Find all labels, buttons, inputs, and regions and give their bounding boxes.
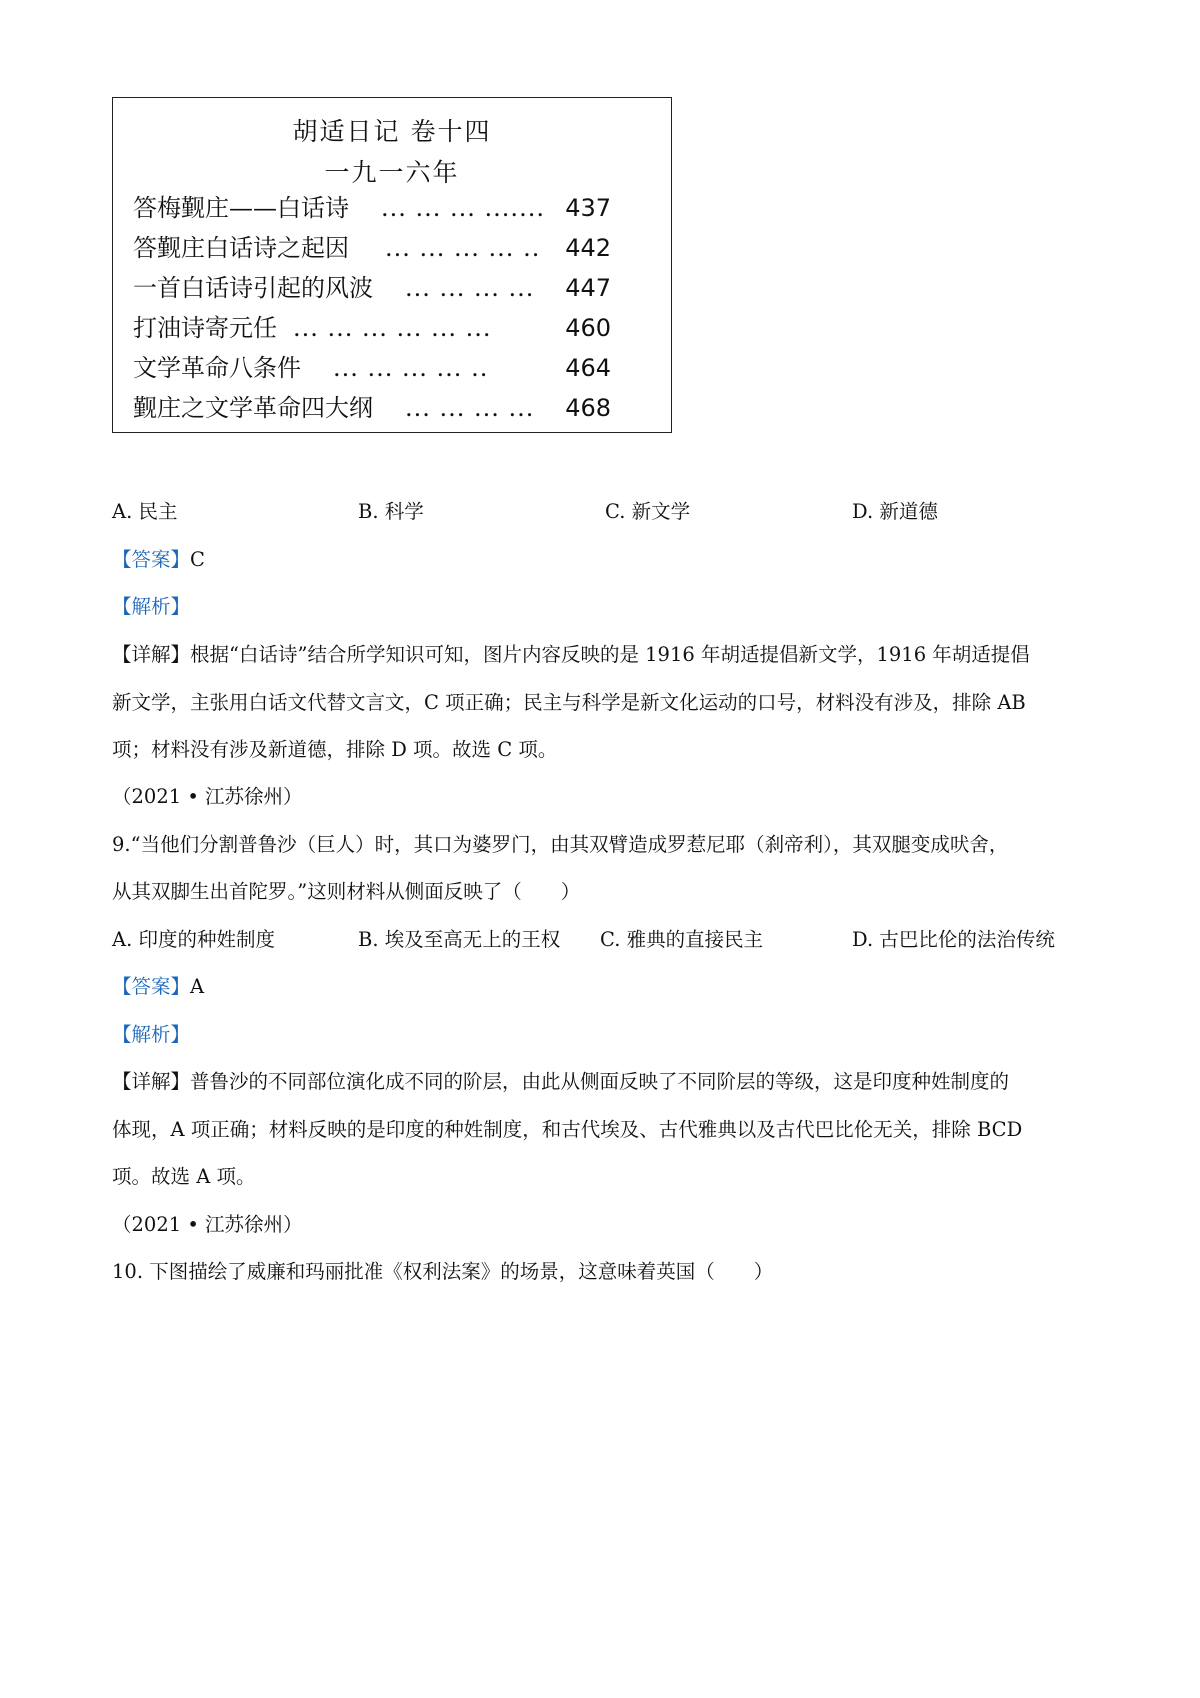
toc-entry [133, 188, 611, 228]
detail-tag: 【详解】 [112, 643, 191, 666]
q8-analysis [112, 592, 190, 622]
detail-text: 普鲁沙的不同部位演化成不同的阶层，由此从侧面反映了不同阶层的等级，这是印度种姓制度的 [190, 1070, 1010, 1093]
diary-year: 一九一六年 [324, 158, 460, 187]
toc-entry-page: 442 [565, 234, 611, 262]
q8-option-c: C. 新文学 [605, 500, 691, 523]
toc-entry-page: 460 [565, 314, 611, 342]
toc-entry [133, 268, 611, 308]
diary-contents-image [112, 97, 672, 433]
q8-answer [112, 545, 205, 575]
q8-option-b: B. 科学 [358, 500, 424, 523]
toc-entry-page: 464 [565, 354, 611, 382]
q9-stem-line: 从其双脚生出首陀罗。”这则材料从侧面反映了（ ） [112, 880, 581, 903]
q10-stem: 10. 下图描绘了威廉和玛丽批准《权利法案》的场景，这意味着英国（ ） [112, 1260, 774, 1283]
toc-entry-title: 打油诗寄元任 [133, 314, 277, 342]
answer-tag: 【答案】 [112, 975, 191, 998]
toc-entry-page: 447 [565, 274, 611, 302]
detail-tag: 【详解】 [112, 1070, 191, 1093]
q9-source: （2021 • 江苏徐州） [112, 1213, 303, 1236]
q9-detail-line: 项。故选 A 项。 [112, 1165, 256, 1188]
q9-answer [112, 972, 204, 1002]
q9-detail-line: 体现，A 项正确；材料反映的是印度的种姓制度，和古代埃及、古代雅典以及古代巴比伦无关，排除 BCD [112, 1118, 1023, 1141]
answer-value: C [190, 548, 205, 571]
toc-entry-title: 觐庄之文学革命四大纲 [133, 394, 373, 422]
toc-entry-leader: ... ... ... ....... [381, 194, 545, 222]
q9-option-c: C. 雅典的直接民主 [600, 928, 764, 951]
toc-entry-leader: ... ... ... ... [405, 274, 535, 302]
detail-text: 根据“白话诗”结合所学知识可知，图片内容反映的是 1916 年胡适提倡新文学，1916 年胡适提倡 [190, 643, 1030, 666]
toc-entry-leader: ... ... ... ... [405, 394, 535, 422]
toc-entry-title: 文学革命八条件 [133, 354, 301, 382]
toc-entry-page: 468 [565, 394, 611, 422]
q9-stem-line: 9.“当他们分割普鲁沙（巨人）时，其口为婆罗门，由其双臂造成罗惹尼耶（刹帝利），其双腿变成吠舍， [112, 833, 1009, 856]
answer-tag: 【答案】 [112, 548, 191, 571]
toc-entry-leader: ... ... ... ... .. [385, 234, 541, 262]
q9-option-a: A. 印度的种姓制度 [112, 928, 275, 951]
toc-entry [133, 348, 611, 388]
q9-option-d: D. 古巴比伦的法治传统 [852, 928, 1055, 951]
q8-detail-line [112, 640, 1030, 670]
q8-option-d: D. 新道德 [852, 500, 938, 523]
diary-title: 胡适日记 卷十四 [292, 117, 492, 146]
toc-entry [133, 228, 611, 268]
q9-option-b: B. 埃及至高无上的王权 [358, 928, 561, 951]
analysis-tag: 【解析】 [112, 1023, 191, 1046]
toc-entry [133, 308, 611, 348]
q8-detail-line: 新文学，主张用白话文代替文言文，C 项正确；民主与科学是新文化运动的口号，材料没有涉及，排除 AB [112, 691, 1026, 714]
answer-value: A [190, 975, 205, 998]
q9-analysis [112, 1020, 190, 1050]
q8-detail-line: 项；材料没有涉及新道德，排除 D 项。故选 C 项。 [112, 738, 558, 761]
analysis-tag: 【解析】 [112, 595, 191, 618]
toc-entry-title: 一首白话诗引起的风波 [133, 274, 373, 302]
q8-source: （2021 • 江苏徐州） [112, 785, 303, 808]
toc-entry-page: 437 [565, 194, 611, 222]
toc-entry-leader: ... ... ... ... .. [333, 354, 489, 382]
toc-entry [133, 388, 611, 428]
toc-entry-title: 答觐庄白话诗之起因 [133, 234, 349, 262]
toc-entry-title: 答梅觐庄——白话诗 [133, 194, 349, 222]
q8-option-a: A. 民主 [112, 500, 178, 523]
q9-detail-line [112, 1067, 1009, 1097]
toc-entry-leader: ... ... ... ... ... ... [293, 314, 492, 342]
